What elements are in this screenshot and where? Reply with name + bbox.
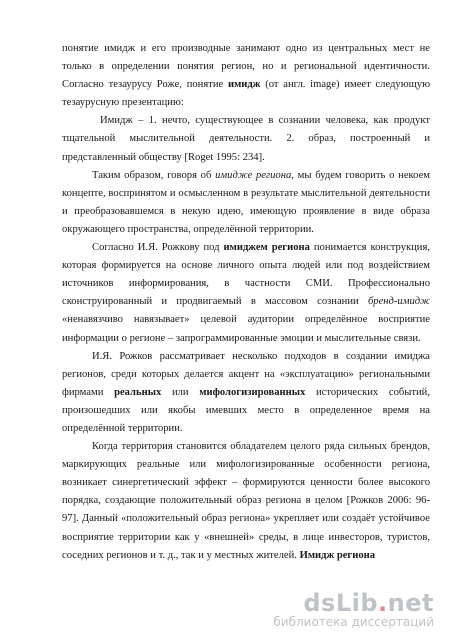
text-run: понятие имидж и его производные занимают одно из центральных мест не только в определении понятия регион, но и региональной идентичности. Согласно тезаурусу Роже, понятие [62,43,430,91]
watermark-subtitle: библиотека диссертаций [273,615,434,629]
bold-term: Имидж региона [299,549,376,561]
text-run: или [161,386,200,398]
paragraph [62,239,430,348]
text-run: (от англ. image) имеет следующую тезаурусную презентацию: [62,79,431,109]
logo-tld: net [387,589,434,617]
site-watermark [273,591,434,629]
body-text [62,40,430,565]
text-run: исторических событий, произошедших или якобы имевших место в определенное время на определённой территории. [62,386,431,434]
bold-term: реальных [114,386,162,398]
logo-dot: . [378,589,388,617]
paragraph [62,112,430,166]
text-run: мы будем говорить о некоем концепте, воспринятом и осмысленном в результате мыслительной деятельности и преобразовавшемся в некую идею, имеющую проявление в виде образа окружающего пространства, определённой территории. [62,169,430,235]
paragraph [62,40,430,112]
text-run: Имидж – 1. нечто, существующее в сознании человека, как продукт тщательной мыслительной деятельности. 2. образ, построенный и представленный обществу [Roget 1995: 234]. [62,115,430,163]
text-run: Когда территория становится обладателем целого ряда сильных брендов, маркирующих реальные или мифологизированные особенности региона, возникает синергетический эффект – формируются ценности более высокого порядка, создающие положительный образ региона в целом [Рожков 2006: 96-97]. Данный «положительный образ региона» укрепляет или создаёт устойчивое восприятие территории как у «внешней» среды, в лице инвесторов, туристов, соседних регионов и т. д., так и у местных жителей. [62,441,430,561]
italic-term: имидже региона, [215,169,294,181]
text-run: Согласно И.Я. Рожкову под [92,242,224,254]
text-run: понимается конструкция, которая формируется на основе личного опыта людей или под воздействием источников информирования, в частности СМИ. Профессионально сконструированный и продвигаемый в массовом сознании [62,242,430,308]
logo-text: dsLib [303,589,379,617]
paragraph [62,348,430,438]
paragraph [62,167,430,239]
text-run: И.Я. Рожков рассматривает несколько подходов в создании имиджа регионов, среди которых делается акцент на «эксплуатацию» региональными фирмами [62,350,430,398]
bold-term: имидж [227,79,261,91]
italic-term: бренд-имидж [367,296,430,308]
bold-term: мифологизированных [199,386,306,398]
text-run: «ненавязчиво навязывает» целевой аудитории определённое восприятие информации о регионе – запрограммированные эмоции и мыслительные связи. [62,314,430,344]
paragraph [62,438,430,565]
bold-term: имиджем региона [223,242,310,254]
watermark-logo [273,591,434,615]
text-run: Таким образом, говоря об [92,169,216,181]
